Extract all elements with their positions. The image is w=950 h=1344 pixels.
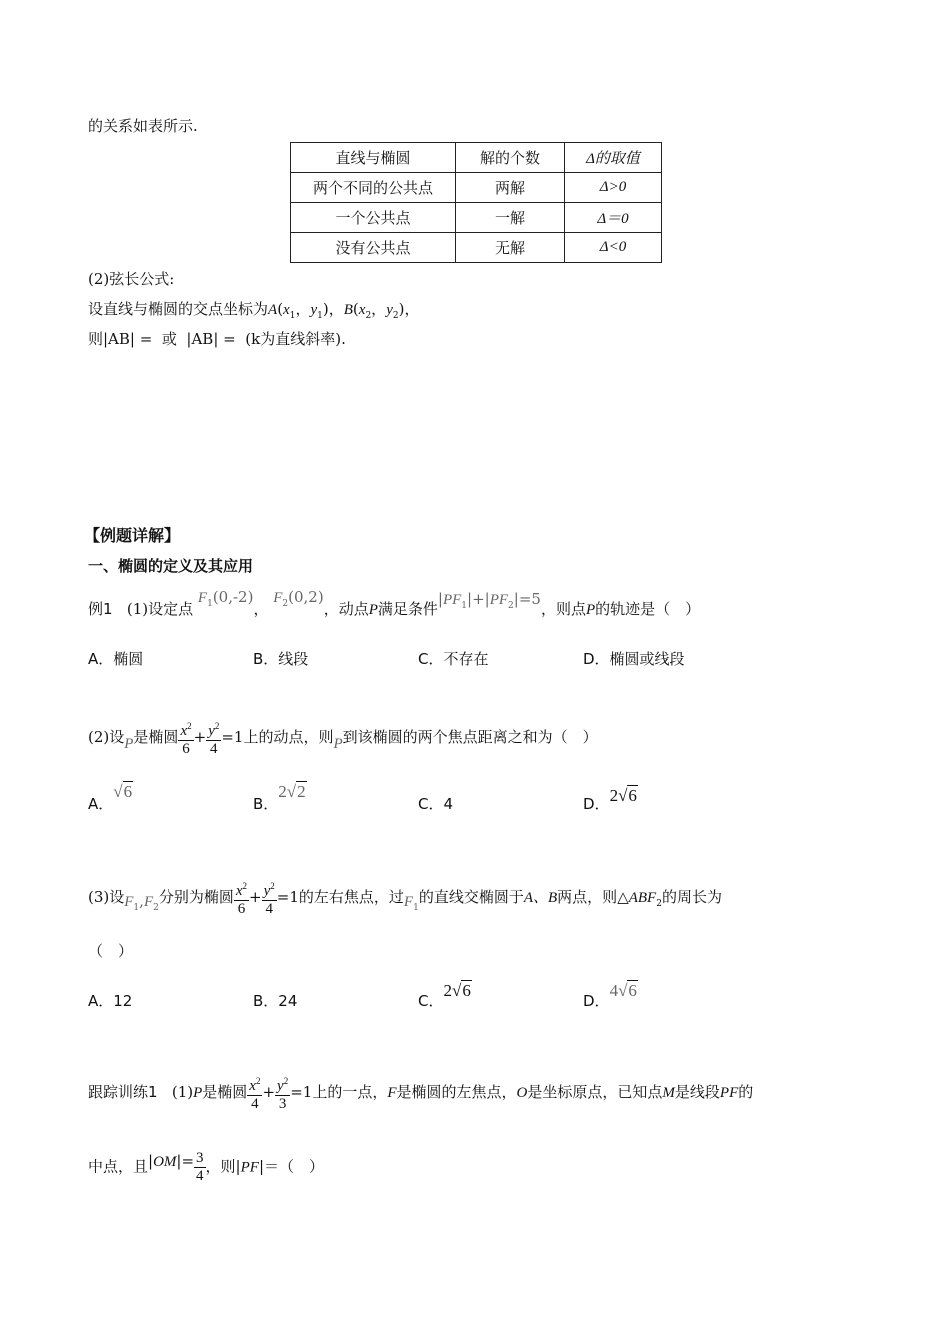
ex1-q3-option-d[interactable]: D．4√6 <box>583 981 637 1010</box>
table-cell: Δ＝0 <box>565 203 662 233</box>
table-cell: 一个公共点 <box>291 203 456 233</box>
table-row <box>291 173 662 203</box>
track-line-1: 跟踪训练1 (1)P是椭圆 $\frac{x^2}{4}$ + $\frac{y^2}{3}$ =1上的一点，F是椭圆的左焦点，O是坐标原点，已知点M是线段PF的 <box>88 1073 753 1113</box>
subsection-title: 一、椭圆的定义及其应用 <box>88 557 254 575</box>
ex1-q1-option-d[interactable]: D．椭圆或线段 <box>583 650 685 668</box>
ellipse-fraction: $\frac{x^2}{6}$ <box>178 718 193 758</box>
ex1-q3: (3)设$F_1,F_2$分别为椭圆 $\frac{x^2}{6}$ + $\frac{y^2}{4}$ =1的左右焦点，过$F_1$的直线交椭圆于A、B两点，则$\triangle ABF_2$的周长为 <box>88 878 722 918</box>
table-cell: 一解 <box>456 203 565 233</box>
chord-heading: (2)弦长公式: <box>88 270 175 288</box>
table-header-row <box>291 143 662 173</box>
ex1-q1-option-a[interactable]: A．椭圆 <box>88 650 144 668</box>
ex1-q3-answer-paren: （ ） <box>88 942 134 960</box>
chord-line-2: 则|AB| = 或 |AB| = (k为直线斜率). <box>88 330 346 348</box>
table-cell: 两解 <box>456 173 565 203</box>
ex1-q2: (2)设P是椭圆 $\frac{x^2}{6}$ + $\frac{y^2}{4}$ =1上的动点，则P到该椭圆的两个焦点距离之和为（ ） <box>88 718 598 758</box>
intro-line: 的关系如表所示. <box>88 117 198 135</box>
table-cell: 两个不同的公共点 <box>291 173 456 203</box>
ex1-q3-option-b[interactable]: B．24 <box>253 992 298 1010</box>
section-title: 【例题详解】 <box>84 526 181 545</box>
ex1-q1-option-c[interactable]: C．不存在 <box>418 650 489 668</box>
chord-line-1: 设直线与椭圆的交点坐标为$A(x_1$，$y_1$)，$B(x_2$，$y_2$)， <box>88 300 420 321</box>
ex1-q3-option-c[interactable]: C．2√6 <box>418 981 471 1010</box>
ex1-q1-option-b[interactable]: B．线段 <box>253 650 309 668</box>
table-cell: 没有公共点 <box>291 233 456 263</box>
ex1-q2-option-a[interactable]: A．√6 <box>88 782 133 813</box>
table-header-cell: 解的个数 <box>456 143 565 173</box>
ex1-q3-option-a[interactable]: A．12 <box>88 992 133 1010</box>
table-header-cell: Δ的取值 <box>565 143 662 173</box>
chord-line-1-text: 设直线与椭圆的交点坐标为 <box>88 300 269 318</box>
table-row <box>291 203 662 233</box>
ex1-q2-option-b[interactable]: B．2√2 <box>253 782 306 813</box>
table-cell: 无解 <box>456 233 565 263</box>
relation-table <box>290 142 662 263</box>
table-header-cell: 直线与椭圆 <box>291 143 456 173</box>
table-row <box>291 233 662 263</box>
table-cell: Δ<0 <box>565 233 662 263</box>
table-cell: Δ>0 <box>565 173 662 203</box>
track-line-2: 中点，且|OM|= $\frac{3}{4}$ ，则|PF|＝（ ） <box>88 1150 325 1184</box>
ex1-q2-option-c[interactable]: C．4 <box>418 795 454 813</box>
ex1-q2-option-d[interactable]: D．2√6 <box>583 786 637 813</box>
ex1-q1: 例1 (1)设定点 $F_1(0,-2)$， $F_2(0,2)$，动点P满足条件$|PF_1|+|PF_2|=5$，则点P的轨迹是（ ） <box>88 588 701 618</box>
